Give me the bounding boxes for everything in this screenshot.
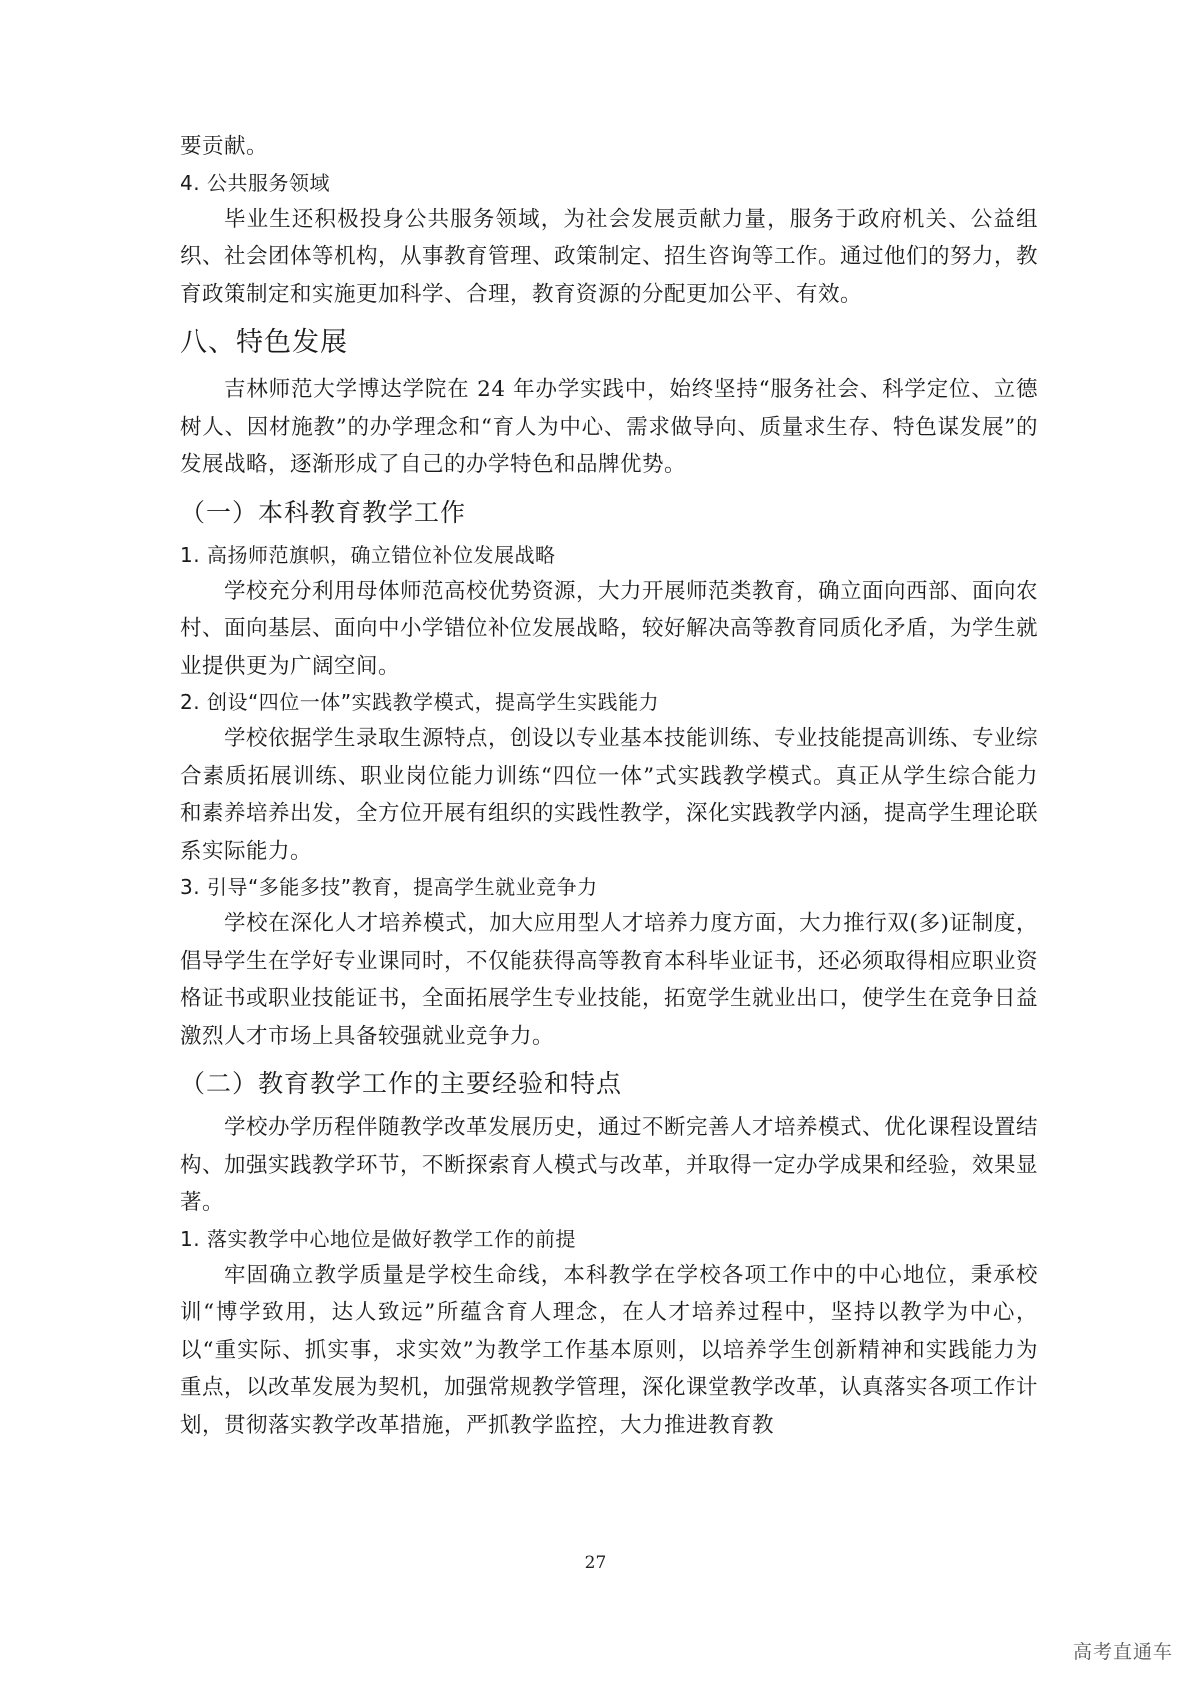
paragraph: 学校在深化人才培养模式，加大应用型人才培养力度方面，大力推行双(多)证制度，倡导学生在学好专业课同时，不仅能获得高等教育本科毕业证书，还必须取得相应职业资格证书或职业技能证书，全面拓展学生专业技能，拓宽学生就业出口，使学生在竞争日益激烈人才市场上具备较强就业竞争力。: [180, 911, 1039, 1049]
subsection-heading: （二）教育教学工作的主要经验和特点: [180, 1069, 623, 1098]
subsection-heading: （一）本科教育教学工作: [180, 497, 467, 527]
subheading: 3. 引导“多能多技”教育，提高学生就业竞争力: [180, 875, 598, 899]
document-body: [180, 128, 1038, 1444]
section-heading: 八、特色发展: [180, 327, 348, 358]
page-number: 27: [584, 1553, 607, 1573]
subheading: 1. 落实教学中心地位是做好教学工作的前提: [180, 1226, 576, 1251]
paragraph: 吉林师范大学博达学院在 24 年办学实践中，始终坚持“服务社会、科学定位、立德树人、因材施教”的办学理念和“育人为中心、需求做导向、质量求生存、特色谋发展”的发展战略，逐渐形成了自己的办学特色和品牌优势。: [180, 377, 1038, 477]
paragraph: 毕业生还积极投身公共服务领域，为社会发展贡献力量，服务于政府机关、公益组织、社会团体等机构，从事教育管理、政策制定、招生咨询等工作。通过他们的努力，教育政策制定和实施更加科学、合理，教育资源的分配更加公平、有效。: [180, 206, 1039, 307]
paragraph: 学校依据学生录取生源特点，创设以专业基本技能训练、专业技能提高训练、专业综合素质拓展训练、职业岗位能力训练“四位一体”式实践教学模式。真正从学生综合能力和素养培养出发，全方位开展有组织的实践性教学，深化实践教学内涵，提高学生理论联系实际能力。: [180, 726, 1039, 864]
subheading: 2. 创设“四位一体”实践教学模式，提高学生实践能力: [180, 690, 660, 714]
paragraph: 学校办学历程伴随教学改革发展历史，通过不断完善人才培养模式、优化课程设置结构、加强实践教学环节，不断探索育人模式与改革，并取得一定办学成果和经验，效果显著。: [180, 1115, 1039, 1215]
subheading: 1. 高扬师范旗帜，确立错位补位发展战略: [180, 542, 556, 567]
paragraph: 学校充分利用母体师范高校优势资源，大力开展师范类教育，确立面向西部、面向农村、面向基层、面向中小学错位补位发展战略，较好解决高等教育同质化矛盾，为学生就业提供更为广阔空间。: [180, 578, 1039, 679]
subheading: 4. 公共服务领域: [180, 170, 330, 195]
paragraph: 牢固确立教学质量是学校生命线，本科教学在学校各项工作中的中心地位，秉承校训“博学致用，达人致远”所蕴含育人理念，在人才培养过程中，坚持以教学为中心，以“重实际、抓实事，求实效”为教学工作基本原则，以培养学生创新精神和实践能力为重点，以改革发展为契机，加强常规教学管理，深化课堂教学改革，认真落实各项工作计划，贯彻落实教学改革措施，严抓教学监控，大力推进教育教: [180, 1262, 1039, 1438]
paragraph: 要贡献。: [180, 134, 269, 159]
watermark-text: 高考直通车: [1072, 1641, 1173, 1663]
